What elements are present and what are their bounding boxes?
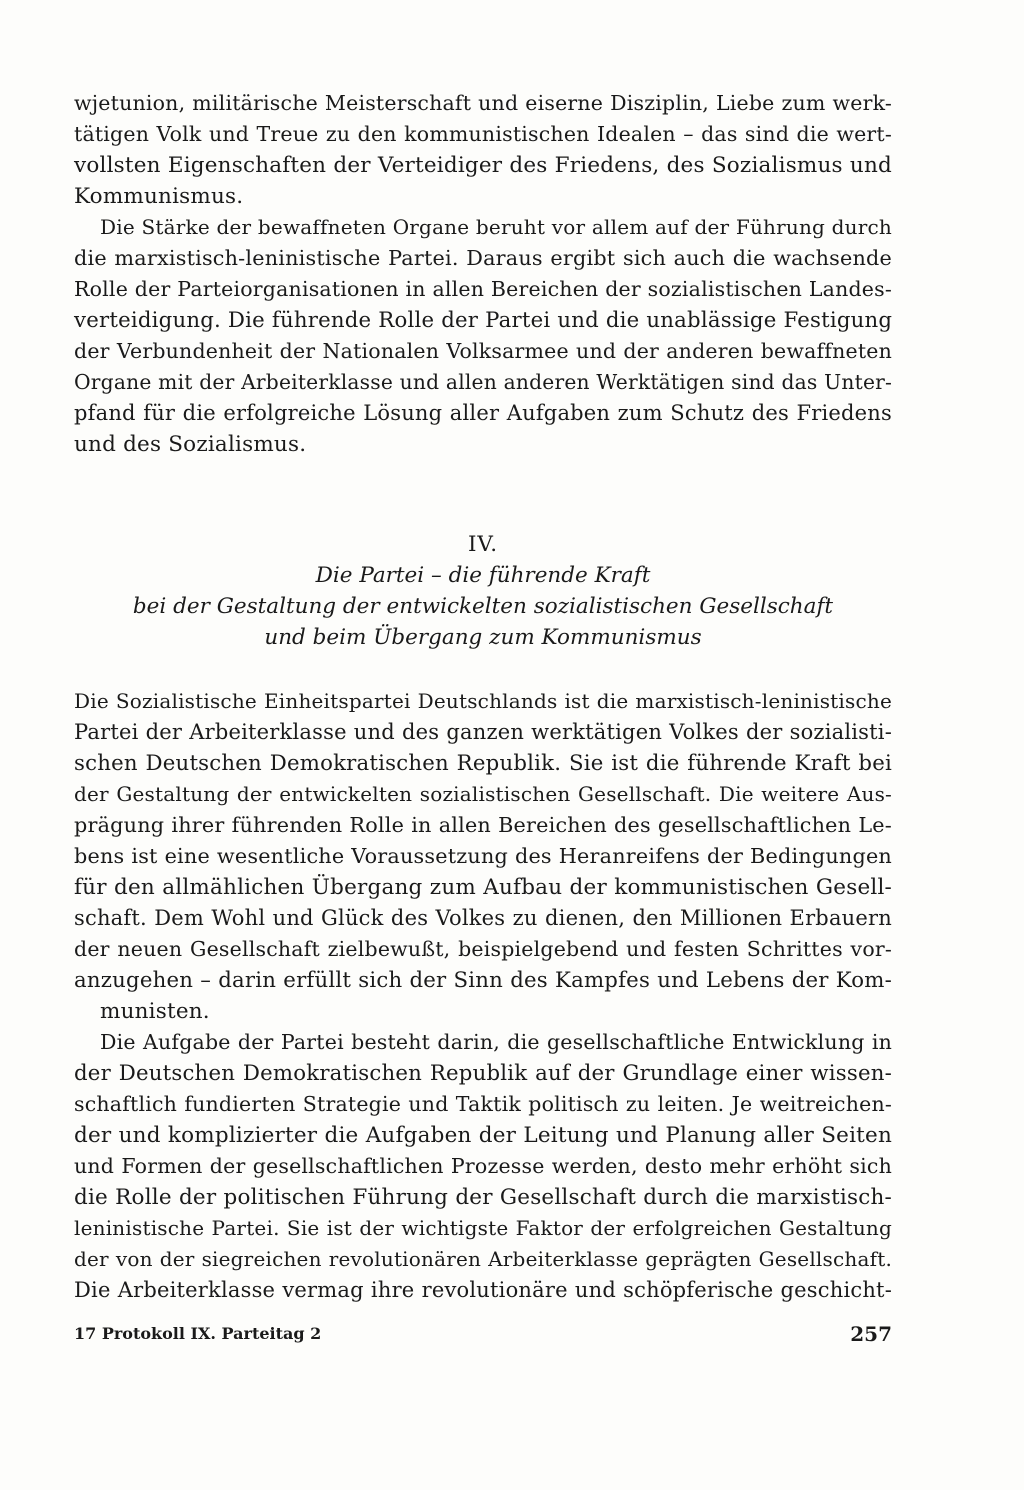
- text-line: Rolle der Parteiorganisationen in allen Bereichen der sozialistischen Landes-: [74, 277, 892, 301]
- text-line: der neuen Gesellschaft zielbewußt, beispielgebend und festen Schrittes vor-: [74, 937, 892, 961]
- page-footer: [74, 1322, 892, 1352]
- section-title-line: bei der Gestaltung der entwickelten sozialistischen Gesellschaft: [132, 594, 834, 619]
- paragraph-sed-leading-force: [74, 686, 892, 1027]
- text-line: munisten.: [100, 999, 210, 1024]
- text-line: leninistische Partei. Sie ist der wichtigste Faktor der erfolgreichen Gestaltung: [74, 1216, 892, 1240]
- printer-signature: 17 Protokoll IX. Parteitag 2: [74, 1324, 322, 1343]
- text-line: schaft. Dem Wohl und Glück des Volkes zu dienen, den Millionen Erbauern: [74, 906, 892, 930]
- paragraph-continuation: [74, 88, 892, 212]
- section-title-line: und beim Übergang zum Kommunismus: [264, 625, 702, 650]
- text-line: Partei der Arbeiterklasse und des ganzen werktätigen Volkes der sozialisti-: [74, 720, 892, 744]
- text-line: Kommunismus.: [74, 184, 244, 209]
- text-line: prägung ihrer führenden Rolle in allen Bereichen des gesellschaftlichen Le-: [74, 813, 892, 837]
- text-line: anzugehen – darin erfüllt sich der Sinn des Kampfes und Lebens der Kom-: [74, 968, 892, 993]
- text-line: Die Sozialistische Einheitspartei Deutschlands ist die marxistisch-leninistische: [74, 689, 892, 713]
- text-line: und Formen der gesellschaftlichen Prozesse werden, desto mehr erhöht sich: [74, 1154, 892, 1178]
- text-line: pfand für die erfolgreiche Lösung aller Aufgaben zum Schutz des Friedens: [74, 401, 892, 425]
- text-line: der und komplizierter die Aufgaben der Leitung und Planung aller Seiten: [74, 1123, 892, 1148]
- text-line: Die Aufgabe der Partei besteht darin, die gesellschaftliche Entwicklung in: [100, 1030, 892, 1054]
- text-line: die marxistisch-leninistische Partei. Daraus ergibt sich auch die wachsende: [74, 246, 892, 270]
- paragraph-party-task: [74, 1027, 892, 1306]
- text-line: tätigen Volk und Treue zu den kommunistischen Idealen – das sind die wert-: [74, 122, 892, 146]
- page-number: 257: [850, 1322, 892, 1346]
- paragraph-armed-organs: [74, 212, 892, 460]
- text-line: Organe mit der Arbeiterklasse und allen anderen Werktätigen sind das Unter-: [74, 370, 893, 394]
- text-line: schen Deutschen Demokratischen Republik. Sie ist die führende Kraft bei: [74, 751, 892, 776]
- text-line: der Verbundenheit der Nationalen Volksarmee und der anderen bewaffneten: [74, 339, 892, 363]
- section-number: IV.: [467, 532, 499, 557]
- text-line: vollsten Eigenschaften der Verteidiger des Friedens, des Sozialismus und: [74, 153, 892, 178]
- text-line: und des Sozialismus.: [74, 432, 307, 457]
- text-line: Die Arbeiterklasse vermag ihre revolutionäre und schöpferische geschicht-: [74, 1278, 892, 1302]
- text-line: schaftlich fundierten Strategie und Taktik politisch zu leiten. Je weitreichen-: [74, 1092, 892, 1116]
- text-line: bens ist eine wesentliche Voraussetzung des Heranreifens der Bedingungen: [74, 844, 892, 868]
- text-line: Die Stärke der bewaffneten Organe beruht vor allem auf der Führung durch: [100, 215, 892, 239]
- text-line: der Gestaltung der entwickelten sozialistischen Gesellschaft. Die weitere Aus-: [74, 782, 892, 806]
- text-line: der Deutschen Demokratischen Republik auf der Grundlage einer wissen-: [74, 1061, 892, 1086]
- text-line: der von der siegreichen revolutionären Arbeiterklasse geprägten Gesellschaft.: [74, 1247, 892, 1271]
- section-title-line: Die Partei – die führende Kraft: [315, 563, 651, 588]
- text-line: die Rolle der politischen Führung der Gesellschaft durch die marxistisch-: [74, 1185, 892, 1210]
- section-heading: [74, 529, 892, 653]
- text-line: verteidigung. Die führende Rolle der Partei und die unablässige Festigung: [74, 308, 893, 333]
- text-line: für den allmählichen Übergang zum Aufbau der kommunistischen Gesell-: [74, 875, 892, 900]
- text-line: wjetunion, militärische Meisterschaft und eiserne Disziplin, Liebe zum werk-: [74, 91, 892, 115]
